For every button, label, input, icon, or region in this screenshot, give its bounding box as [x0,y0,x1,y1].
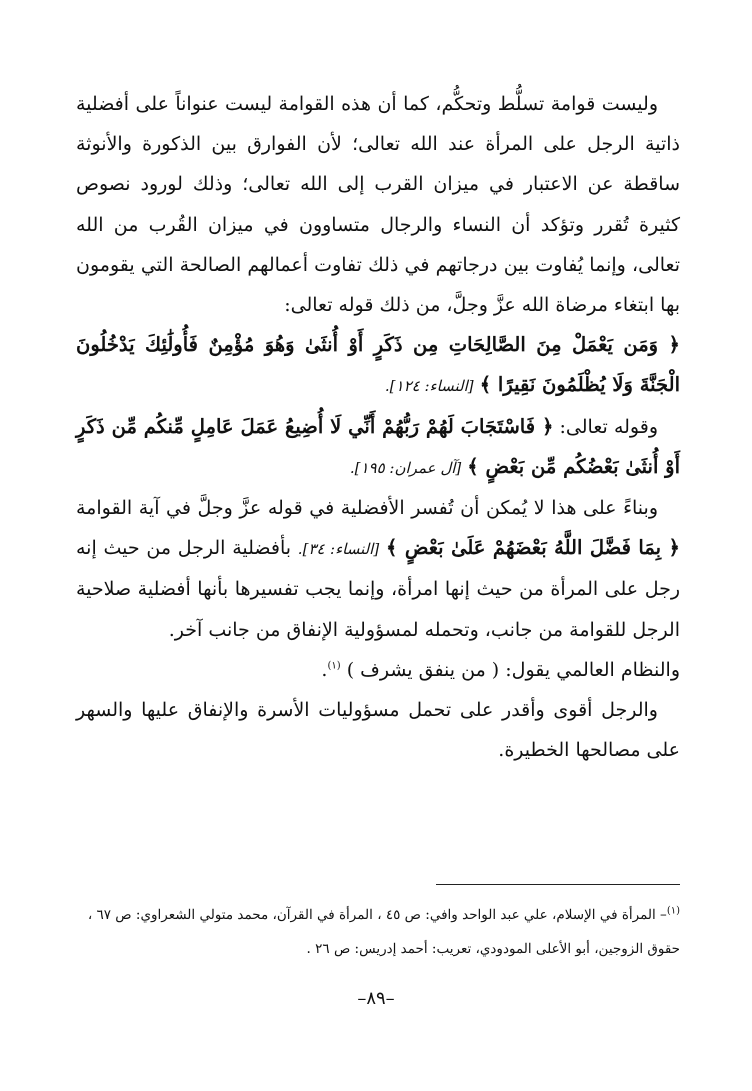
footnote-divider [436,884,680,885]
footnote-1-text: – المرأة في الإسلام، علي عبد الواحد وافي: ص ٤٥ ، المرأة في القرآن، محمد متولي الشعراوي: ص ٦٧ ، [87,907,667,923]
paragraph-3-intro: وبناءً على هذا لا يُمكن أن تُفسر الأفضلية في قوله عزَّ وجلَّ في آية القوامة [76,497,658,520]
paragraph-3 [76,488,680,650]
paragraph-1: وليست قوامة تسلُّط وتحكُّم، كما أن هذه القوامة ليست عنواناً على أفضلية ذاتية الرجل على المرأة عند الله تعالى؛ لأن الفوارق بين الذكورة والأنوثة ساقطة عن الاعتبار في ميزان القرب إلى الله تعالى؛ وذلك لورود نصوص كثيرة تُقرر وتؤكد أن النساء والرجال متساوون في ميزان القُرب من الله تعالى، وإنما يُفاوت بين درجاتهم في ذلك تفاوت أعمالهم الصالحة التي يقومون بها ابتغاء مرضاة الله عزَّ وجلَّ، من ذلك قوله تعالى: [76,93,680,317]
verse-nisa-124: ﴿ وَمَن يَعْمَلْ مِنَ الصَّالِحَاتِ مِن ذَكَرٍ أَوْ أُنثَىٰ وَهُوَ مُؤْمِنٌ فَأُولَٰئِكَ يَدْخُلُونَ الْجَنَّةَ وَلَا يُظْلَمُونَ نَقِيرًا ﴾ [76,333,680,397]
footnote-1-line-2: حقوق الزوجين، أبو الأعلى المودودي، تعريب: أحمد إدريس: ص ٢٦ . [306,941,680,957]
footnote-number: (١) [666,905,680,917]
verse-nisa-34: ﴿ بِمَا فَضَّلَ اللَّهُ بَعْضَهُمْ عَلَىٰ بَعْضٍ ﴾ [385,536,680,560]
verse-al-imran-195: ﴿ فَاسْتَجَابَ لَهُمْ رَبُّهُمْ أَنِّي لَا أُضِيعُ عَمَلَ عَامِلٍ مِّنكُم مِّن ذَكَرٍ أَوْ أُنثَىٰ بَعْضُكُم مِّن بَعْضٍ ﴾ [76,414,680,478]
footnotes [76,898,680,966]
verse-ref-2: [آل عمران: ١٩٥]. [349,458,462,477]
paragraph-4 [76,650,680,690]
paragraph-5: والرجل أقوى وأقدر على تحمل مسؤوليات الأسرة والإنفاق عليها والسهر على مصالحها الخطيرة. [76,699,680,762]
paragraph-3-rest: بأفضلية الرجل من حيث إنه رجل على المرأة من حيث إنها امرأة، وإنما يجب تفسيرها بأنها أفضلية صلاحية الرجل للقوامة من جانب، وتحمله لمسؤولية الإنفاق من جانب آخر. [76,537,680,641]
quran-quote-1 [76,325,680,406]
verse-ref-3: [النساء: ٣٤]. [297,540,380,559]
footnote-1-line-1 [76,898,680,932]
page-number: –٨٩– [357,988,395,1009]
footnote-marker: (١) [327,660,341,672]
verse-ref-1: [النساء: ١٢٤]. [384,377,474,396]
paragraph-4-text: والنظام العالمي يقول: ( من ينفق يشرف ) [346,658,680,681]
paragraph-4-end: . [321,658,328,681]
paragraph-2 [76,407,680,488]
main-text [76,84,680,770]
paragraph-2-intro: وقوله تعالى: [559,415,658,438]
